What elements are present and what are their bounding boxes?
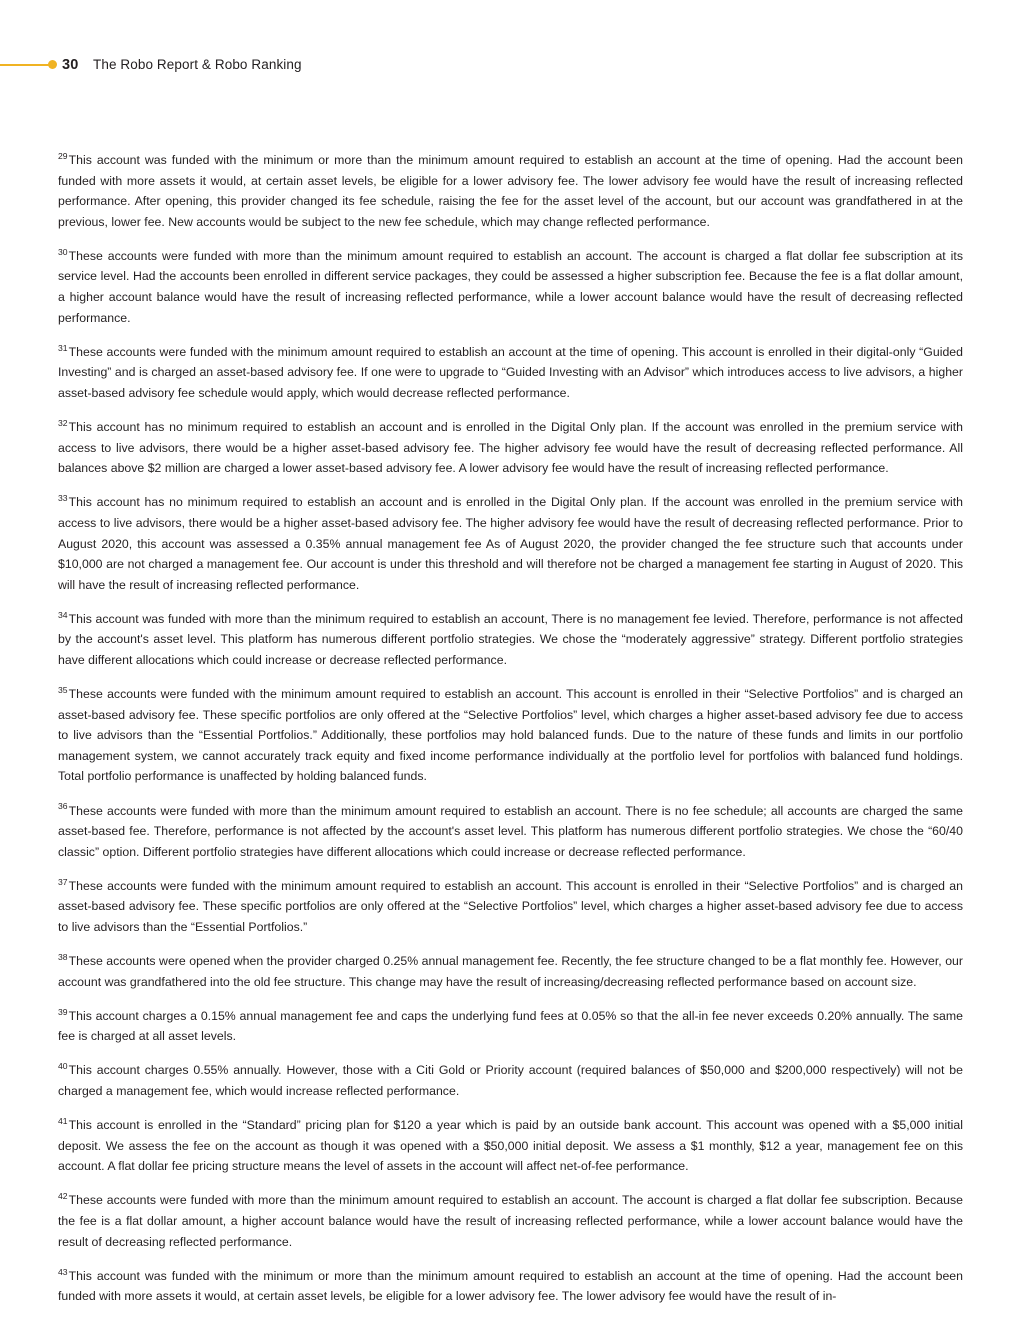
footnote-marker: 31 — [58, 342, 68, 353]
footnote-item — [58, 492, 963, 595]
footnote-item — [58, 801, 963, 863]
footnote-item — [58, 609, 963, 671]
footnote-text: These accounts were funded with more than the minimum amount required to establish an account. There is no fee schedule; all accounts are charged the same asset-based fee. Therefore, performance is not affected by the account's asset level. This platform has numerous different portfolio strategies. We chose the “60/40 classic” option. Different portfolio strategies have different allocations which could increase or decrease reflected performance. — [58, 803, 963, 859]
footnote-text: This account has no minimum required to establish an account and is enrolled in the Digital Only plan. If the account was enrolled in the premium service with access to live advisors, there would be a higher asset-based advisory fee. The higher advisory fee would have the result of decreasing reflected performance. All balances above $2 million are charged a lower asset-based advisory fee. A lower advisory fee would have the result of increasing reflected performance. — [58, 420, 963, 476]
footnote-item — [58, 951, 963, 992]
footnote-text: These accounts were opened when the provider charged 0.25% annual management fee. Recently, the fee structure changed to be a flat monthly fee. However, our account was grandfathered into the old fee structure. This change may have the result of increasing/decreasing reflected performance based on account size. — [58, 954, 963, 989]
footnote-marker: 36 — [58, 801, 68, 812]
footnote-marker: 34 — [58, 609, 68, 620]
footnote-text: This account has no minimum required to establish an account and is enrolled in the Digital Only plan. If the account was enrolled in the premium service with access to live advisors, there would be a higher asset-based advisory fee. The higher advisory fee would have the result of decreasing reflected performance. Prior to August 2020, this account was assessed a 0.35% annual management fee As of August 2020, the provider changed the fee structure such that accounts under $10,000 are not charged a management fee. Our account is under this threshold and will therefore not be charged a management fee starting in August of 2020. This will have the result of increasing reflected performance. — [58, 495, 963, 592]
header-accent-dot — [48, 60, 57, 69]
footnote-text: This account charges a 0.15% annual management fee and caps the underlying fund fees at 0.05% so that the all-in fee never exceeds 0.20% annually. The same fee is charged at all asset levels. — [58, 1008, 963, 1044]
footnote-marker: 29 — [58, 150, 68, 161]
footnotes-section — [58, 150, 963, 1307]
footnote-text: These accounts were funded with more than the minimum amount required to establish an account. The account is charged a flat dollar fee subscription at its service level. Had the accounts been enrolled in different service packages, they could be assessed a higher subscription fee. Because the fee is a flat dollar amount, a higher account balance would have the result of increasing reflected performance, while a lower account balance would have the result of decreasing reflected performance. — [58, 248, 963, 325]
footnote-item — [58, 1060, 963, 1101]
footnote-marker: 35 — [58, 684, 68, 695]
footnote-marker: 42 — [58, 1191, 68, 1202]
footnote-item — [58, 684, 963, 787]
footnote-text: These accounts were funded with the minimum amount required to establish an account. This account is enrolled in their “Selective Portfolios” and is charged an asset-based advisory fee. These specific portfolios are only offered at the “Selective Portfolios” level, which charges a higher asset-based advisory fee due to access to live advisors than the “Essential Portfolios.” Additionally, these portfolios may hold balanced funds. Due to the nature of these funds and limits in our portfolio management system, we cannot accurately track equity and fixed income performance individually at the portfolio level for portfolios with balanced fund holdings. Total portfolio performance is unaffected by holding balanced funds. — [58, 687, 963, 784]
page-number: 30 — [62, 57, 79, 73]
footnote-item — [58, 150, 963, 232]
footnote-item — [58, 246, 963, 328]
footnote-text: These accounts were funded with the minimum amount required to establish an account. This account is enrolled in their “Selective Portfolios” and is charged an asset-based advisory fee. These specific portfolios are only offered at the “Selective Portfolios” level, which charges a higher asset-based advisory fee due to access to live advisors than the “Essential Portfolios.” — [58, 878, 963, 934]
footnote-item — [58, 1006, 963, 1047]
footnote-marker: 30 — [58, 246, 68, 257]
footnote-marker: 43 — [58, 1266, 68, 1277]
footnote-item — [58, 1266, 963, 1307]
header-title: The Robo Report & Robo Ranking — [93, 57, 302, 72]
footnote-item — [58, 1115, 963, 1177]
footnote-text: This account was funded with the minimum or more than the minimum amount required to establish an account at the time of opening. Had the account been funded with more assets it would, at certain asset levels, be eligible for a lower advisory fee. The lower advisory fee would have the result of in- — [58, 1268, 963, 1304]
footnote-text: These accounts were funded with more than the minimum amount required to establish an account. The account is charged a flat dollar fee subscription. Because the fee is a flat dollar amount, a higher account balance would have the result of increasing reflected performance, while a lower account balance would have the result of decreasing reflected performance. — [58, 1193, 963, 1249]
footnote-item — [58, 342, 963, 404]
footnote-text: This account is enrolled in the “Standard” pricing plan for $120 a year which is paid by an outside bank account. This account was opened with a $5,000 initial deposit. We assess the fee on the account as though it was opened with a $50,000 initial deposit. We assess a $1 monthly, $12 a year, management fee on this account. A flat dollar fee pricing structure means the level of assets in the account will affect net-of-fee performance. — [58, 1118, 963, 1174]
footnote-text: This account was funded with the minimum or more than the minimum amount required to establish an account at the time of opening. Had the account been funded with more assets it would, at certain asset levels, be eligible for a lower advisory fee. The lower advisory fee would have the result of increasing reflected performance. After opening, this provider changed its fee schedule, raising the fee for the asset level of the account, but our account was grandfathered in at the previous, lower fee. New accounts would be subject to the new fee schedule, which may change reflected performance. — [58, 153, 963, 229]
footnote-item — [58, 1190, 963, 1252]
footnote-marker: 39 — [58, 1006, 68, 1017]
footnote-item — [58, 876, 963, 938]
footnote-marker: 41 — [58, 1116, 68, 1127]
footnote-marker: 38 — [58, 952, 68, 962]
footnote-item — [58, 417, 963, 479]
footnote-text: This account was funded with more than the minimum required to establish an account, There is no management fee levied. Therefore, performance is not affected by the account's asset level. This platform has numerous different portfolio strategies. We chose the “moderately aggressive” strategy. Different portfolio strategies have different allocations which could increase or decrease reflected performance. — [58, 611, 963, 667]
footnote-marker: 33 — [58, 493, 68, 504]
footnote-marker: 37 — [58, 876, 68, 887]
footnote-marker: 40 — [58, 1061, 68, 1072]
footnote-text: These accounts were funded with the minimum amount required to establish an account at the time of opening. This account is enrolled in their digital-only “Guided Investing” and is charged an asset-based advisory fee. If one were to upgrade to “Guided Investing with an Advisor” which introduces access to live advisors, a higher asset-based advisory fee schedule would apply, which would decrease reflected performance. — [58, 344, 963, 400]
page-header — [0, 52, 1020, 78]
footnote-marker: 32 — [58, 417, 68, 428]
footnote-text: This account charges 0.55% annually. However, those with a Citi Gold or Priority account (required balances of $50,000 and $200,000 respectively) will not be charged a management fee, which would increase reflected performance. — [58, 1063, 963, 1099]
